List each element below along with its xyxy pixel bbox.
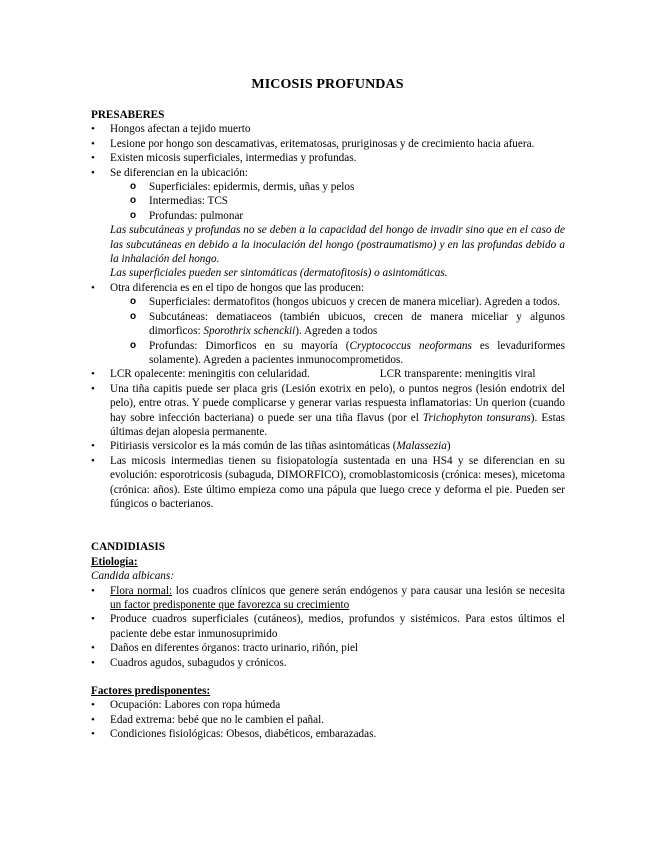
text-run: ): [446, 440, 451, 453]
list-item-text: Se diferencian en la ubicación:: [110, 166, 248, 179]
text-run: es levaduriformes solamente). Agreden a pacientes inmunocomprometidos.: [149, 339, 565, 366]
sub-list-item: o Profundas: pulmonar: [130, 209, 565, 223]
presaberes-list: [91, 122, 565, 223]
factores-list: [91, 698, 565, 741]
italic-note: Las subcutáneas y profundas no se deben a la capacidad del hongo de invadir sino que en el caso de las subcutáneas en debido a la inoculación del hongo (postraumatismo) y en las profundas debido a la inhalación del hongo.: [110, 224, 565, 266]
list-item: • Edad extrema: bebé que no le cambien el pañal.: [91, 713, 565, 727]
section-heading-presaberes: PRESABERES: [91, 109, 165, 121]
list-item: [91, 281, 565, 367]
species-name: Sporothrix schenckii: [203, 325, 296, 338]
text-run: Profundas: Dimorficos en su mayoría (: [149, 339, 350, 352]
text-run: Subcutáneas: dematiaceos (también ubicuos, crecen de manera miceliar y algunos dimorficos:: [149, 310, 565, 338]
text-run: ). Agreden a todos: [295, 325, 378, 338]
text-run: LCR transparente: meningitis viral: [379, 368, 536, 381]
list-item: • Cuadros agudos, subagudos y crónicos.: [91, 656, 565, 670]
text-run: Una tiña capitis puede ser placa gris (Lesión exotrix en pelo), o puntos negros (lesión endotrix del pelo), entre otras. Y puede complicarse y generar varias respuesta inflamatorias: Un querion (cuando hay sobre infección bacteriana) o puede ser una tiña flavus (por el: [110, 382, 565, 424]
list-item: • Hongos afectan a tejido muerto: [91, 122, 565, 136]
sub-list: [130, 295, 565, 367]
text-run: ). Estas últimas dejan alopesia permanente.: [110, 411, 566, 438]
subheading-etiologia: Etiología:: [91, 555, 138, 568]
list-item: [91, 166, 565, 224]
document-body: [91, 108, 565, 742]
sub-list-item: o Superficiales: epidermis, dermis, uñas y pelos: [130, 180, 565, 194]
list-item: • Las micosis intermedias tienen su fisiopatología sustentada en una HS4 y se diferencian en su evolución: esporotricosis (subaguda, DIMORFICO), cromoblastomicosis (crónica: meses), micetoma (crónica: años). Este último empieza como una pápula que luego crece y deforma el pie. Pueden ser fúngicos o bacterianos.: [91, 454, 565, 512]
section-heading-candidiasis: CANDIDIASIS: [91, 541, 165, 554]
sub-list-item: [130, 310, 565, 339]
underlined-term: Flora normal:: [110, 584, 173, 597]
sub-list: [130, 180, 565, 223]
subheading-factores: Factores predisponentes:: [91, 685, 211, 698]
list-item: • Existen micosis superficiales, intermedias y profundas.: [91, 151, 565, 165]
list-item: [91, 584, 565, 613]
text-run: los cuadros clínicos que genere serán endógenos y para causar una lesión se necesita: [172, 584, 565, 597]
sub-list-item: [130, 339, 565, 368]
list-item: • Lesione por hongo son descamativas, eritematosas, pruriginosas y de crecimiento hacia afuera.: [91, 137, 565, 151]
list-item: • Condiciones fisiológicas: Obesos, diabéticos, embarazadas.: [91, 727, 565, 741]
text-run: LCR opalecente: meningitis con celularidad.: [110, 368, 310, 381]
italic-note: Las superficiales pueden ser sintomáticas (dermatofitosis) o asintomáticas.: [110, 267, 448, 280]
page-title: MICOSIS PROFUNDAS: [251, 77, 404, 92]
list-item: • Ocupación: Labores con ropa húmeda: [91, 698, 565, 712]
list-item: [91, 439, 565, 453]
species-label: Candida albicans:: [91, 570, 174, 583]
candidiasis-list: [91, 584, 565, 670]
sub-list-item: o Superficiales: dermatofitos (hongos ubicuos y crecen de manera miceliar). Agreden a todos.: [130, 295, 565, 309]
list-item: [91, 382, 565, 440]
sub-list-item: o Intermedias: TCS: [130, 194, 565, 208]
underlined-term: un factor predisponente que favorezca su crecimiento: [110, 599, 350, 611]
text-run: Pitiriasis versicolor es la más común de las tiñas asintomáticas (: [110, 440, 397, 453]
species-name: Cryptococcus neoformans: [349, 339, 472, 352]
list-item: [91, 367, 565, 381]
list-item-text: Otra diferencia es en el tipo de hongos que las producen:: [110, 281, 365, 294]
presaberes-list-continued: [91, 281, 565, 512]
species-name: Trichophyton tonsurans: [422, 411, 531, 424]
list-item: • Daños en diferentes órganos: tracto urinario, riñón, piel: [91, 641, 565, 655]
species-name: Malassezia: [396, 440, 447, 453]
list-item: • Produce cuadros superficiales (cutáneos), medios, profundos y sistémicos. Para estos últimos el paciente debe estar inmunosuprimido: [91, 612, 565, 641]
